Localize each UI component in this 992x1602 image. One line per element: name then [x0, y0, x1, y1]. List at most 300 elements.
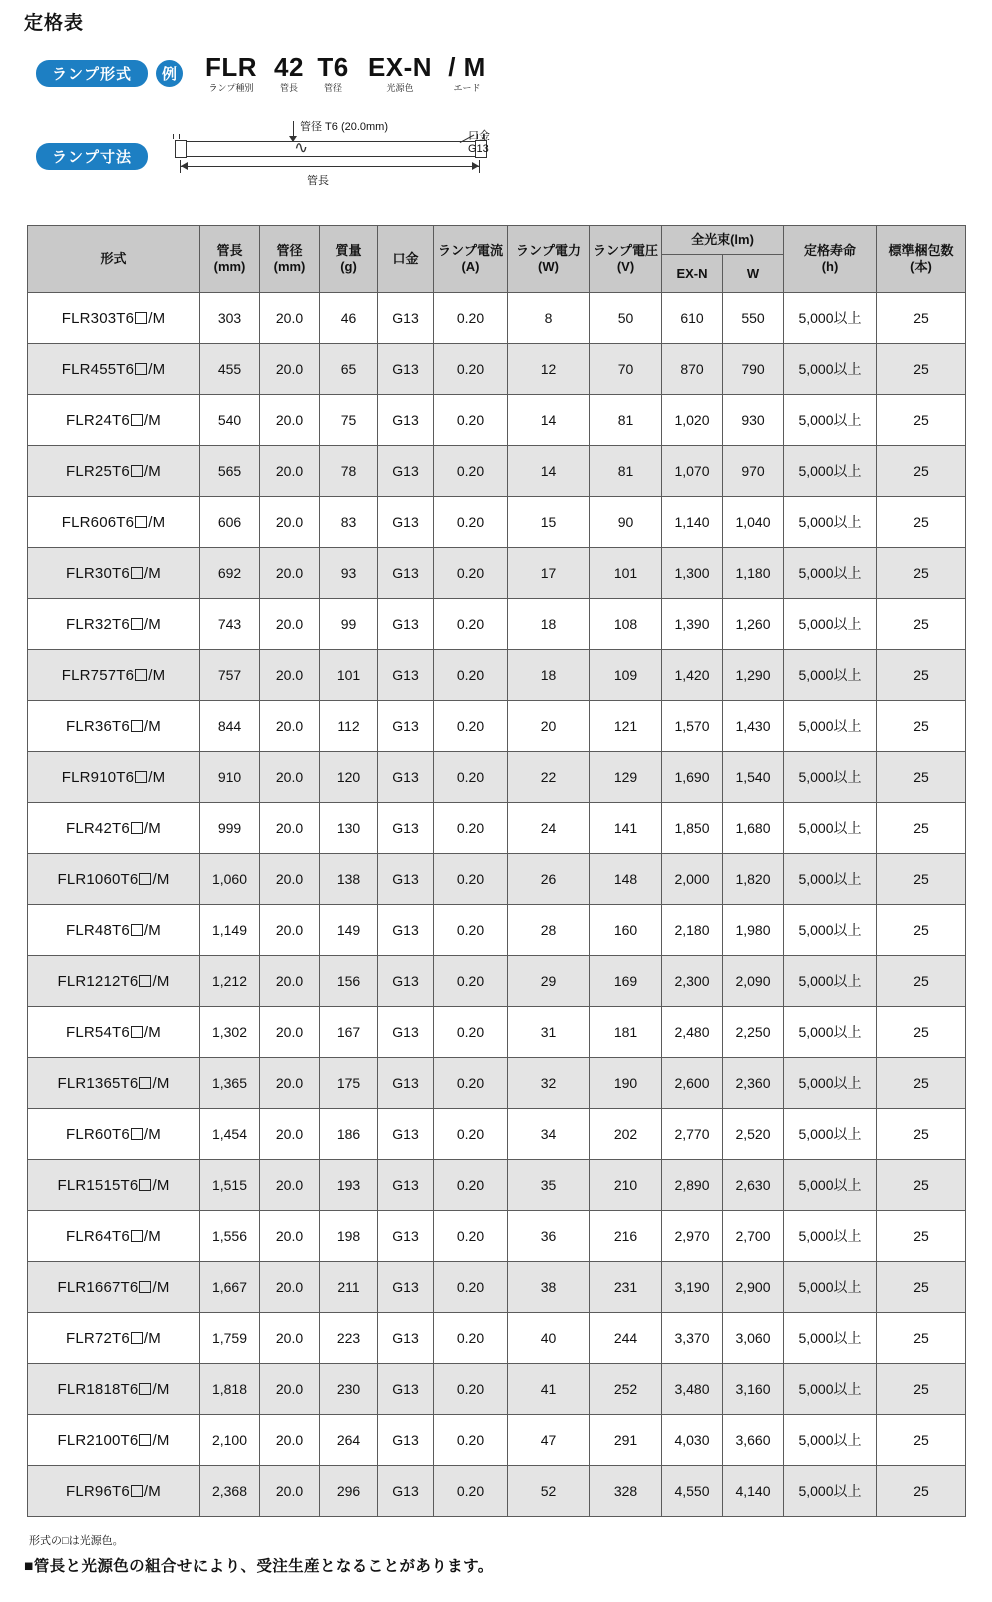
cell-lamp-current: 0.20 — [434, 905, 508, 956]
cell-mass: 130 — [320, 803, 378, 854]
cell-lamp-current: 0.20 — [434, 548, 508, 599]
cell-flux-exn: 1,690 — [662, 752, 723, 803]
color-placeholder-square-icon — [139, 1383, 151, 1395]
th-tube-length — [200, 226, 260, 293]
th-mass-l1: 質量 — [335, 243, 362, 258]
cell-flux-exn: 610 — [662, 293, 723, 344]
cell-flux-w: 1,540 — [723, 752, 784, 803]
cell-tube-length: 1,667 — [200, 1262, 260, 1313]
model-prefix: FLR1818T6 — [57, 1380, 139, 1398]
cell-tube-length: 910 — [200, 752, 260, 803]
cell-mass: 149 — [320, 905, 378, 956]
table-body — [28, 293, 966, 1517]
cell-package-qty: 25 — [877, 599, 966, 650]
cell-base: G13 — [378, 650, 434, 701]
pin-left-a — [173, 134, 174, 139]
length-tick-right — [479, 160, 480, 173]
cell-model — [28, 1364, 200, 1415]
model-suffix: /M — [148, 513, 166, 531]
cell-flux-exn: 2,890 — [662, 1160, 723, 1211]
model-prefix: FLR757T6 — [61, 666, 135, 684]
cell-flux-exn: 1,020 — [662, 395, 723, 446]
cell-rated-life: 5,000以上 — [784, 548, 877, 599]
cell-tube-length: 1,556 — [200, 1211, 260, 1262]
cell-model — [28, 395, 200, 446]
cell-flux-w: 1,260 — [723, 599, 784, 650]
code-segment-suffix — [445, 52, 489, 94]
cell-package-qty: 25 — [877, 1211, 966, 1262]
color-placeholder-square-icon — [139, 975, 151, 987]
cell-flux-exn: 1,850 — [662, 803, 723, 854]
cell-flux-exn: 2,600 — [662, 1058, 723, 1109]
th-rated-life — [784, 226, 877, 293]
cell-model — [28, 1262, 200, 1313]
color-placeholder-square-icon — [139, 1434, 151, 1446]
cell-flux-exn: 2,180 — [662, 905, 723, 956]
lamp-cap-left — [175, 140, 187, 158]
cell-lamp-voltage: 328 — [590, 1466, 662, 1517]
lamp-dimension-pill: ランプ寸法 — [36, 143, 148, 170]
color-placeholder-square-icon — [131, 618, 143, 630]
color-placeholder-square-icon — [131, 567, 143, 579]
cell-mass: 193 — [320, 1160, 378, 1211]
cell-lamp-voltage: 181 — [590, 1007, 662, 1058]
cell-model — [28, 803, 200, 854]
cell-lamp-voltage: 121 — [590, 701, 662, 752]
cell-lamp-voltage: 216 — [590, 1211, 662, 1262]
cell-lamp-current: 0.20 — [434, 1109, 508, 1160]
th-mass — [320, 226, 378, 293]
cell-lamp-power: 14 — [508, 446, 590, 497]
cell-tube-length: 999 — [200, 803, 260, 854]
model-prefix: FLR72T6 — [65, 1329, 130, 1347]
code-text: 42 — [274, 52, 304, 82]
model-prefix: FLR455T6 — [61, 360, 135, 378]
th-lamp-voltage-l1: ランプ電圧 — [592, 243, 658, 258]
cell-rated-life: 5,000以上 — [784, 1313, 877, 1364]
cell-lamp-power: 47 — [508, 1415, 590, 1466]
model-suffix: /M — [148, 666, 166, 684]
model-prefix: FLR32T6 — [65, 615, 130, 633]
model-suffix: /M — [143, 564, 161, 582]
cell-model — [28, 1058, 200, 1109]
cell-tube-diameter: 20.0 — [260, 599, 320, 650]
color-placeholder-square-icon — [139, 1281, 151, 1293]
table-row — [28, 854, 966, 905]
cell-mass: 198 — [320, 1211, 378, 1262]
color-placeholder-square-icon — [135, 363, 147, 375]
cell-package-qty: 25 — [877, 344, 966, 395]
cell-tube-length: 455 — [200, 344, 260, 395]
cell-flux-w: 1,820 — [723, 854, 784, 905]
table-row — [28, 1364, 966, 1415]
cell-lamp-voltage: 252 — [590, 1364, 662, 1415]
th-lamp-power — [508, 226, 590, 293]
cell-lamp-power: 36 — [508, 1211, 590, 1262]
code-caption: 管長 — [279, 83, 298, 93]
code-text: / M — [448, 52, 486, 82]
code-caption: エード — [453, 83, 481, 93]
cell-tube-diameter: 20.0 — [260, 803, 320, 854]
cell-model — [28, 446, 200, 497]
table-row — [28, 293, 966, 344]
table-row — [28, 446, 966, 497]
cell-rated-life: 5,000以上 — [784, 1058, 877, 1109]
cell-rated-life: 5,000以上 — [784, 752, 877, 803]
cell-lamp-current: 0.20 — [434, 599, 508, 650]
code-caption: 管径 — [323, 83, 342, 93]
cell-mass: 120 — [320, 752, 378, 803]
color-placeholder-square-icon — [131, 924, 143, 936]
cell-model — [28, 1466, 200, 1517]
th-lamp-current-l1: ランプ電流 — [437, 243, 503, 258]
model-suffix: /M — [143, 1482, 161, 1500]
cell-rated-life: 5,000以上 — [784, 497, 877, 548]
cell-mass: 112 — [320, 701, 378, 752]
cell-rated-life: 5,000以上 — [784, 1007, 877, 1058]
cell-lamp-power: 17 — [508, 548, 590, 599]
cell-mass: 46 — [320, 293, 378, 344]
th-tube-diameter-l1: 管径 — [276, 243, 303, 258]
cell-tube-diameter: 20.0 — [260, 1262, 320, 1313]
cell-rated-life: 5,000以上 — [784, 905, 877, 956]
cell-rated-life: 5,000以上 — [784, 854, 877, 905]
table-row — [28, 905, 966, 956]
cell-flux-w: 2,700 — [723, 1211, 784, 1262]
model-prefix: FLR96T6 — [65, 1482, 130, 1500]
cell-flux-w: 1,290 — [723, 650, 784, 701]
cell-rated-life: 5,000以上 — [784, 344, 877, 395]
cell-package-qty: 25 — [877, 446, 966, 497]
color-placeholder-square-icon — [131, 414, 143, 426]
cell-mass: 156 — [320, 956, 378, 1007]
cell-base: G13 — [378, 344, 434, 395]
coil-symbol-icon: ∿ — [294, 138, 309, 157]
model-prefix: FLR303T6 — [61, 309, 135, 327]
lamp-base-label-line1: 口金 — [468, 130, 490, 142]
cell-lamp-power: 26 — [508, 854, 590, 905]
cell-lamp-power: 14 — [508, 395, 590, 446]
cell-flux-w: 2,250 — [723, 1007, 784, 1058]
cell-lamp-voltage: 109 — [590, 650, 662, 701]
cell-lamp-voltage: 108 — [590, 599, 662, 650]
color-placeholder-square-icon — [131, 1128, 143, 1140]
cell-base: G13 — [378, 1211, 434, 1262]
cell-tube-diameter: 20.0 — [260, 1364, 320, 1415]
model-prefix: FLR30T6 — [65, 564, 130, 582]
model-prefix: FLR64T6 — [65, 1227, 130, 1245]
cell-tube-diameter: 20.0 — [260, 650, 320, 701]
cell-tube-length: 1,302 — [200, 1007, 260, 1058]
color-placeholder-square-icon — [135, 771, 147, 783]
table-header-row-1 — [28, 226, 966, 255]
cell-flux-exn: 1,420 — [662, 650, 723, 701]
cell-lamp-power: 41 — [508, 1364, 590, 1415]
cell-tube-diameter: 20.0 — [260, 1313, 320, 1364]
table-row — [28, 803, 966, 854]
cell-lamp-power: 35 — [508, 1160, 590, 1211]
footnote-small: 形式の□は光源色。 — [29, 1535, 124, 1547]
th-package-qty-l1: 標準梱包数 — [888, 243, 954, 258]
model-suffix: /M — [152, 1380, 170, 1398]
color-placeholder-square-icon — [131, 1485, 143, 1497]
cell-mass: 186 — [320, 1109, 378, 1160]
cell-tube-diameter: 20.0 — [260, 1007, 320, 1058]
cell-lamp-power: 8 — [508, 293, 590, 344]
th-package-qty — [877, 226, 966, 293]
model-suffix: /M — [143, 1023, 161, 1041]
cell-model — [28, 1109, 200, 1160]
table-row — [28, 1007, 966, 1058]
cell-package-qty: 25 — [877, 395, 966, 446]
cell-tube-diameter: 20.0 — [260, 1109, 320, 1160]
cell-tube-diameter: 20.0 — [260, 1466, 320, 1517]
cell-flux-w: 970 — [723, 446, 784, 497]
model-suffix: /M — [148, 360, 166, 378]
cell-lamp-current: 0.20 — [434, 1007, 508, 1058]
cell-mass: 230 — [320, 1364, 378, 1415]
cell-base: G13 — [378, 497, 434, 548]
cell-tube-length: 565 — [200, 446, 260, 497]
cell-base: G13 — [378, 752, 434, 803]
cell-model — [28, 497, 200, 548]
cell-lamp-current: 0.20 — [434, 1466, 508, 1517]
cell-tube-length: 743 — [200, 599, 260, 650]
cell-lamp-voltage: 202 — [590, 1109, 662, 1160]
cell-lamp-power: 18 — [508, 650, 590, 701]
cell-lamp-voltage: 169 — [590, 956, 662, 1007]
color-placeholder-square-icon — [135, 312, 147, 324]
cell-tube-diameter: 20.0 — [260, 446, 320, 497]
cell-lamp-current: 0.20 — [434, 1160, 508, 1211]
code-caption: ランプ種別 — [208, 83, 254, 93]
cell-base: G13 — [378, 446, 434, 497]
cell-base: G13 — [378, 1415, 434, 1466]
cell-tube-length: 540 — [200, 395, 260, 446]
lamp-code-breakdown — [195, 52, 525, 100]
cell-lamp-current: 0.20 — [434, 803, 508, 854]
cell-lamp-power: 28 — [508, 905, 590, 956]
cell-lamp-current: 0.20 — [434, 293, 508, 344]
cell-package-qty: 25 — [877, 1007, 966, 1058]
cell-lamp-voltage: 90 — [590, 497, 662, 548]
cell-flux-w: 550 — [723, 293, 784, 344]
cell-lamp-voltage: 210 — [590, 1160, 662, 1211]
th-base: 口金 — [378, 226, 434, 293]
cell-flux-w: 2,090 — [723, 956, 784, 1007]
th-tube-length-l1: 管長 — [216, 243, 243, 258]
th-lamp-power-l1: ランプ電力 — [515, 243, 581, 258]
table-row — [28, 1262, 966, 1313]
model-suffix: /M — [152, 1431, 170, 1449]
cell-mass: 93 — [320, 548, 378, 599]
cell-package-qty: 25 — [877, 1313, 966, 1364]
cell-lamp-power: 18 — [508, 599, 590, 650]
model-prefix: FLR24T6 — [65, 411, 130, 429]
cell-lamp-power: 20 — [508, 701, 590, 752]
cell-package-qty: 25 — [877, 854, 966, 905]
model-suffix: /M — [143, 1329, 161, 1347]
lamp-type-pill: ランプ形式 — [36, 60, 148, 87]
length-arrow-right-icon — [472, 162, 479, 170]
cell-lamp-voltage: 190 — [590, 1058, 662, 1109]
cell-tube-diameter: 20.0 — [260, 905, 320, 956]
cell-tube-length: 1,515 — [200, 1160, 260, 1211]
table-row — [28, 752, 966, 803]
code-text: T6 — [317, 52, 349, 82]
th-flux-exn: EX-N — [662, 255, 723, 293]
cell-tube-diameter: 20.0 — [260, 1160, 320, 1211]
cell-package-qty: 25 — [877, 1058, 966, 1109]
cell-flux-w: 4,140 — [723, 1466, 784, 1517]
model-prefix: FLR48T6 — [65, 921, 130, 939]
cell-lamp-current: 0.20 — [434, 497, 508, 548]
cell-flux-exn: 3,190 — [662, 1262, 723, 1313]
th-mass-l2: (g) — [340, 259, 357, 274]
cell-lamp-power: 52 — [508, 1466, 590, 1517]
cell-package-qty: 25 — [877, 1466, 966, 1517]
th-package-qty-l2: (本) — [910, 259, 932, 274]
cell-tube-length: 1,365 — [200, 1058, 260, 1109]
table-row — [28, 1313, 966, 1364]
cell-model — [28, 1313, 200, 1364]
cell-tube-diameter: 20.0 — [260, 1211, 320, 1262]
lamp-base-label-line2: G13 — [468, 143, 489, 155]
model-prefix: FLR60T6 — [65, 1125, 130, 1143]
cell-base: G13 — [378, 395, 434, 446]
cell-package-qty: 25 — [877, 1262, 966, 1313]
cell-flux-w: 790 — [723, 344, 784, 395]
cell-lamp-current: 0.20 — [434, 1211, 508, 1262]
color-placeholder-square-icon — [131, 1332, 143, 1344]
cell-tube-diameter: 20.0 — [260, 548, 320, 599]
cell-tube-length: 1,060 — [200, 854, 260, 905]
cell-lamp-voltage: 244 — [590, 1313, 662, 1364]
code-segment-light-color — [355, 52, 445, 94]
model-suffix: /M — [143, 411, 161, 429]
model-prefix: FLR1212T6 — [57, 972, 139, 990]
page-title: 定格表 — [24, 13, 85, 34]
cell-flux-exn: 3,480 — [662, 1364, 723, 1415]
th-rated-life-l2: (h) — [821, 259, 839, 274]
cell-lamp-current: 0.20 — [434, 650, 508, 701]
cell-lamp-power: 22 — [508, 752, 590, 803]
cell-rated-life: 5,000以上 — [784, 1415, 877, 1466]
cell-lamp-current: 0.20 — [434, 752, 508, 803]
model-prefix: FLR1515T6 — [57, 1176, 139, 1194]
model-suffix: /M — [143, 717, 161, 735]
cell-tube-length: 303 — [200, 293, 260, 344]
table-row — [28, 1109, 966, 1160]
model-suffix: /M — [143, 1227, 161, 1245]
cell-base: G13 — [378, 956, 434, 1007]
model-suffix: /M — [148, 309, 166, 327]
cell-model — [28, 344, 200, 395]
cell-lamp-current: 0.20 — [434, 854, 508, 905]
cell-base: G13 — [378, 1007, 434, 1058]
cell-package-qty: 25 — [877, 1364, 966, 1415]
cell-model — [28, 650, 200, 701]
cell-rated-life: 5,000以上 — [784, 1160, 877, 1211]
cell-package-qty: 25 — [877, 701, 966, 752]
cell-tube-diameter: 20.0 — [260, 752, 320, 803]
cell-rated-life: 5,000以上 — [784, 1262, 877, 1313]
cell-mass: 211 — [320, 1262, 378, 1313]
code-caption: 光源色 — [386, 83, 414, 93]
cell-package-qty: 25 — [877, 650, 966, 701]
cell-tube-diameter: 20.0 — [260, 497, 320, 548]
table-head — [28, 226, 966, 293]
cell-model — [28, 1160, 200, 1211]
tube-body — [184, 141, 478, 157]
cell-package-qty: 25 — [877, 1109, 966, 1160]
cell-tube-length: 1,818 — [200, 1364, 260, 1415]
cell-base: G13 — [378, 854, 434, 905]
cell-mass: 296 — [320, 1466, 378, 1517]
cell-package-qty: 25 — [877, 803, 966, 854]
cell-model — [28, 854, 200, 905]
table-row — [28, 1211, 966, 1262]
table-row — [28, 395, 966, 446]
model-suffix: /M — [148, 768, 166, 786]
cell-flux-w: 1,680 — [723, 803, 784, 854]
cell-mass: 99 — [320, 599, 378, 650]
cell-lamp-voltage: 291 — [590, 1415, 662, 1466]
cell-model — [28, 1211, 200, 1262]
cell-flux-exn: 4,550 — [662, 1466, 723, 1517]
color-placeholder-square-icon — [131, 1230, 143, 1242]
color-placeholder-square-icon — [139, 1077, 151, 1089]
th-luminous-flux: 全光束(lm) — [662, 226, 784, 255]
cell-tube-length: 1,149 — [200, 905, 260, 956]
cell-flux-w: 1,980 — [723, 905, 784, 956]
cell-lamp-current: 0.20 — [434, 1415, 508, 1466]
cell-lamp-power: 34 — [508, 1109, 590, 1160]
cell-base: G13 — [378, 1109, 434, 1160]
cell-tube-length: 2,100 — [200, 1415, 260, 1466]
cell-flux-w: 3,160 — [723, 1364, 784, 1415]
cell-model — [28, 1007, 200, 1058]
cell-flux-w: 2,900 — [723, 1262, 784, 1313]
color-placeholder-square-icon — [131, 1026, 143, 1038]
cell-model — [28, 548, 200, 599]
cell-model — [28, 905, 200, 956]
length-dimension-line — [180, 166, 480, 167]
cell-lamp-current: 0.20 — [434, 1364, 508, 1415]
tube-diameter-label: 管径 T6 (20.0mm) — [300, 121, 389, 133]
color-placeholder-square-icon — [131, 720, 143, 732]
cell-base: G13 — [378, 1313, 434, 1364]
cell-lamp-power: 31 — [508, 1007, 590, 1058]
cell-lamp-voltage: 81 — [590, 446, 662, 497]
table-row — [28, 599, 966, 650]
cell-lamp-power: 24 — [508, 803, 590, 854]
cell-package-qty: 25 — [877, 1415, 966, 1466]
color-placeholder-square-icon — [131, 465, 143, 477]
cell-tube-length: 606 — [200, 497, 260, 548]
cell-rated-life: 5,000以上 — [784, 956, 877, 1007]
cell-flux-exn: 1,390 — [662, 599, 723, 650]
cell-rated-life: 5,000以上 — [784, 1466, 877, 1517]
model-suffix: /M — [152, 1278, 170, 1296]
cell-lamp-current: 0.20 — [434, 956, 508, 1007]
model-prefix: FLR910T6 — [61, 768, 135, 786]
cell-flux-w: 2,360 — [723, 1058, 784, 1109]
cell-flux-exn: 2,300 — [662, 956, 723, 1007]
cell-rated-life: 5,000以上 — [784, 1364, 877, 1415]
th-model: 形式 — [28, 226, 200, 293]
model-suffix: /M — [152, 1074, 170, 1092]
